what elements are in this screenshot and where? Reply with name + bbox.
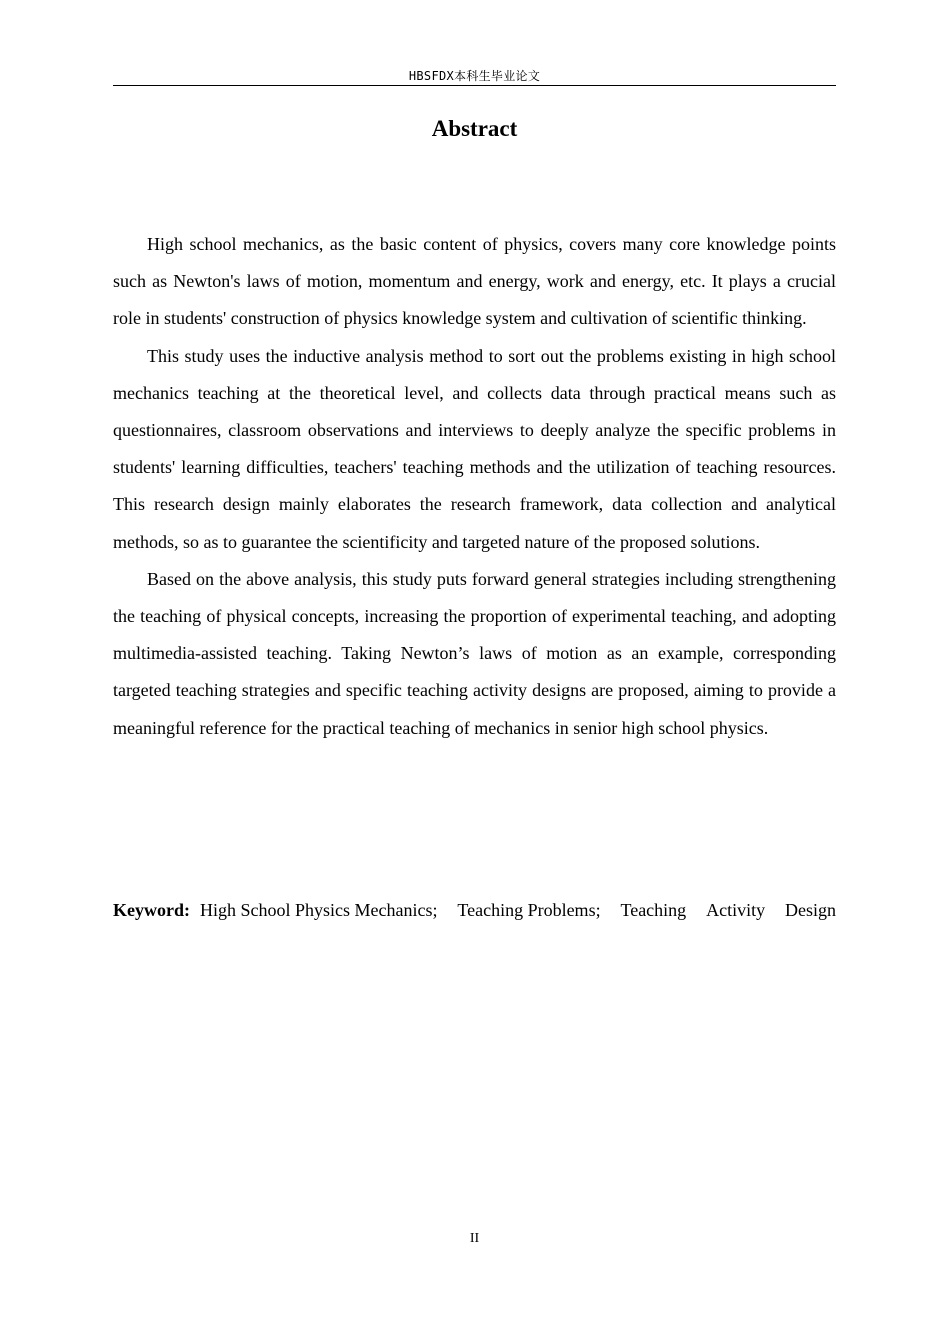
abstract-paragraph-2: This study uses the inductive analysis method to sort out the problems existing in high school mechanics teaching at the theoretical level, and collects data through practical means such as questionnaires, classroom observations and interviews to deeply analyze the specific problems in students' learning difficulties, teachers' teaching methods and the utilization of teaching resources. This research design mainly elaborates the research framework, data collection and analytical methods, so as to guarantee the scientificity and targeted nature of the proposed solutions. [113, 345, 836, 552]
page-number: II [469, 1231, 480, 1246]
keyword-item: Activity [706, 900, 766, 920]
abstract-paragraph-3: Based on the above analysis, this study puts forward general strategies including strengthening the teaching of physical concepts, increasing the proportion of experimental teaching, and adopting multimedia-assisted teaching. Taking Newton’s laws of motion as an example, corresponding targeted teaching strategies and specific teaching activity designs are proposed, aiming to provide a meaningful reference for the practical teaching of mechanics in senior high school physics. [113, 568, 836, 738]
abstract-body [113, 226, 836, 747]
keyword-item: Design [784, 900, 836, 920]
header-rule [113, 85, 836, 86]
keyword-item: Teaching [620, 900, 687, 920]
abstract-paragraph-1: High school mechanics, as the basic content of physics, covers many core knowledge points such as Newton's laws of motion, momentum and energy, work and energy, etc. It plays a crucial role in students' construction of physics knowledge system and cultivation of scientific thinking. [113, 234, 836, 329]
keyword-label: Keyword: [113, 900, 190, 920]
running-header: HBSFDX本科生毕业论文 [408, 69, 541, 83]
keyword-item: Teaching Problems; [457, 900, 601, 920]
keyword-item: High School Physics Mechanics; [199, 900, 438, 920]
keyword-list [200, 892, 836, 929]
keyword-line [113, 892, 836, 929]
abstract-title: Abstract [431, 116, 518, 141]
